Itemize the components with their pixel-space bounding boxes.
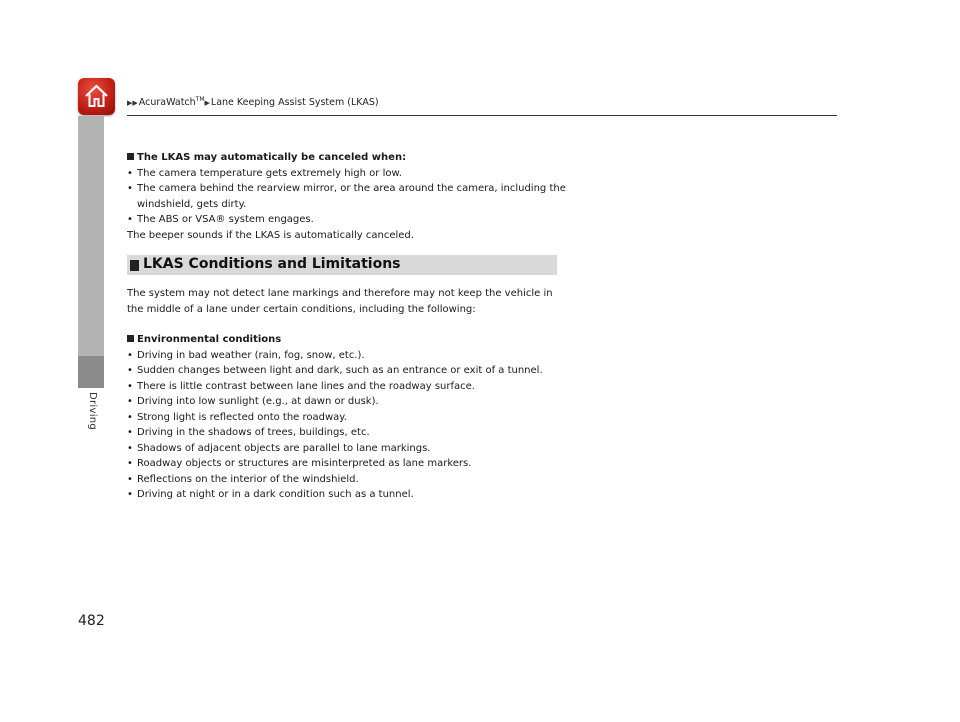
breadcrumb: [127, 96, 379, 108]
square-bullet-icon: [127, 335, 134, 342]
section-square-icon: [130, 260, 139, 271]
list-item: • Driving into low sunlight (e.g., at dawn or dusk).: [127, 394, 567, 410]
square-bullet-icon: [127, 153, 134, 160]
cancel-heading: The LKAS may automatically be canceled when:: [127, 150, 567, 166]
list-item: • Shadows of adjacent objects are parallel to lane markings.: [127, 441, 567, 457]
home-icon: [83, 83, 110, 110]
list-item: • Strong light is reflected onto the roadway.: [127, 410, 567, 426]
cancel-list: [127, 166, 567, 228]
chapter-label: Driving: [87, 392, 98, 431]
breadcrumb-item-lkas[interactable]: Lane Keeping Assist System (LKAS): [210, 97, 379, 109]
breadcrumb-arrow-icon: ▶: [204, 99, 210, 108]
side-tab-upper: [78, 116, 104, 356]
cancel-note: The beeper sounds if the LKAS is automatically canceled.: [127, 229, 414, 241]
trademark-mark: TM: [195, 96, 205, 103]
home-button[interactable]: [78, 78, 115, 115]
header-divider: [127, 115, 837, 116]
list-item: • The camera temperature gets extremely high or low.: [127, 166, 567, 182]
limitations-intro: The system may not detect lane markings and therefore may not keep the vehicle in the middle of a lane under certain conditions, including the following:: [127, 288, 553, 315]
list-item: • Roadway objects or structures are misinterpreted as lane markers.: [127, 456, 567, 472]
list-item: • The ABS or VSA® system engages.: [127, 212, 567, 228]
page-number: 482: [78, 613, 105, 629]
side-tab-current: [78, 356, 104, 388]
env-heading: Environmental conditions: [127, 332, 567, 348]
list-item: • Sudden changes between light and dark, such as an entrance or exit of a tunnel.: [127, 363, 567, 379]
list-item: • Reflections on the interior of the windshield.: [127, 472, 567, 488]
list-item: • The camera behind the rearview mirror, or the area around the camera, including the windshield, gets dirty.: [127, 181, 567, 212]
breadcrumb-item-acurawatch[interactable]: AcuraWatch: [138, 97, 196, 109]
env-list: [127, 348, 567, 503]
breadcrumb-arrow-icon: ▶▶: [127, 99, 138, 108]
list-item: • Driving at night or in a dark condition such as a tunnel.: [127, 487, 567, 503]
list-item: • Driving in bad weather (rain, fog, snow, etc.).: [127, 348, 567, 364]
list-item: • Driving in the shadows of trees, buildings, etc.: [127, 425, 567, 441]
section-title: LKAS Conditions and Limitations: [143, 256, 401, 273]
list-item: • There is little contrast between lane lines and the roadway surface.: [127, 379, 567, 395]
section-title-bar: [127, 255, 557, 275]
page-content: [127, 150, 567, 503]
